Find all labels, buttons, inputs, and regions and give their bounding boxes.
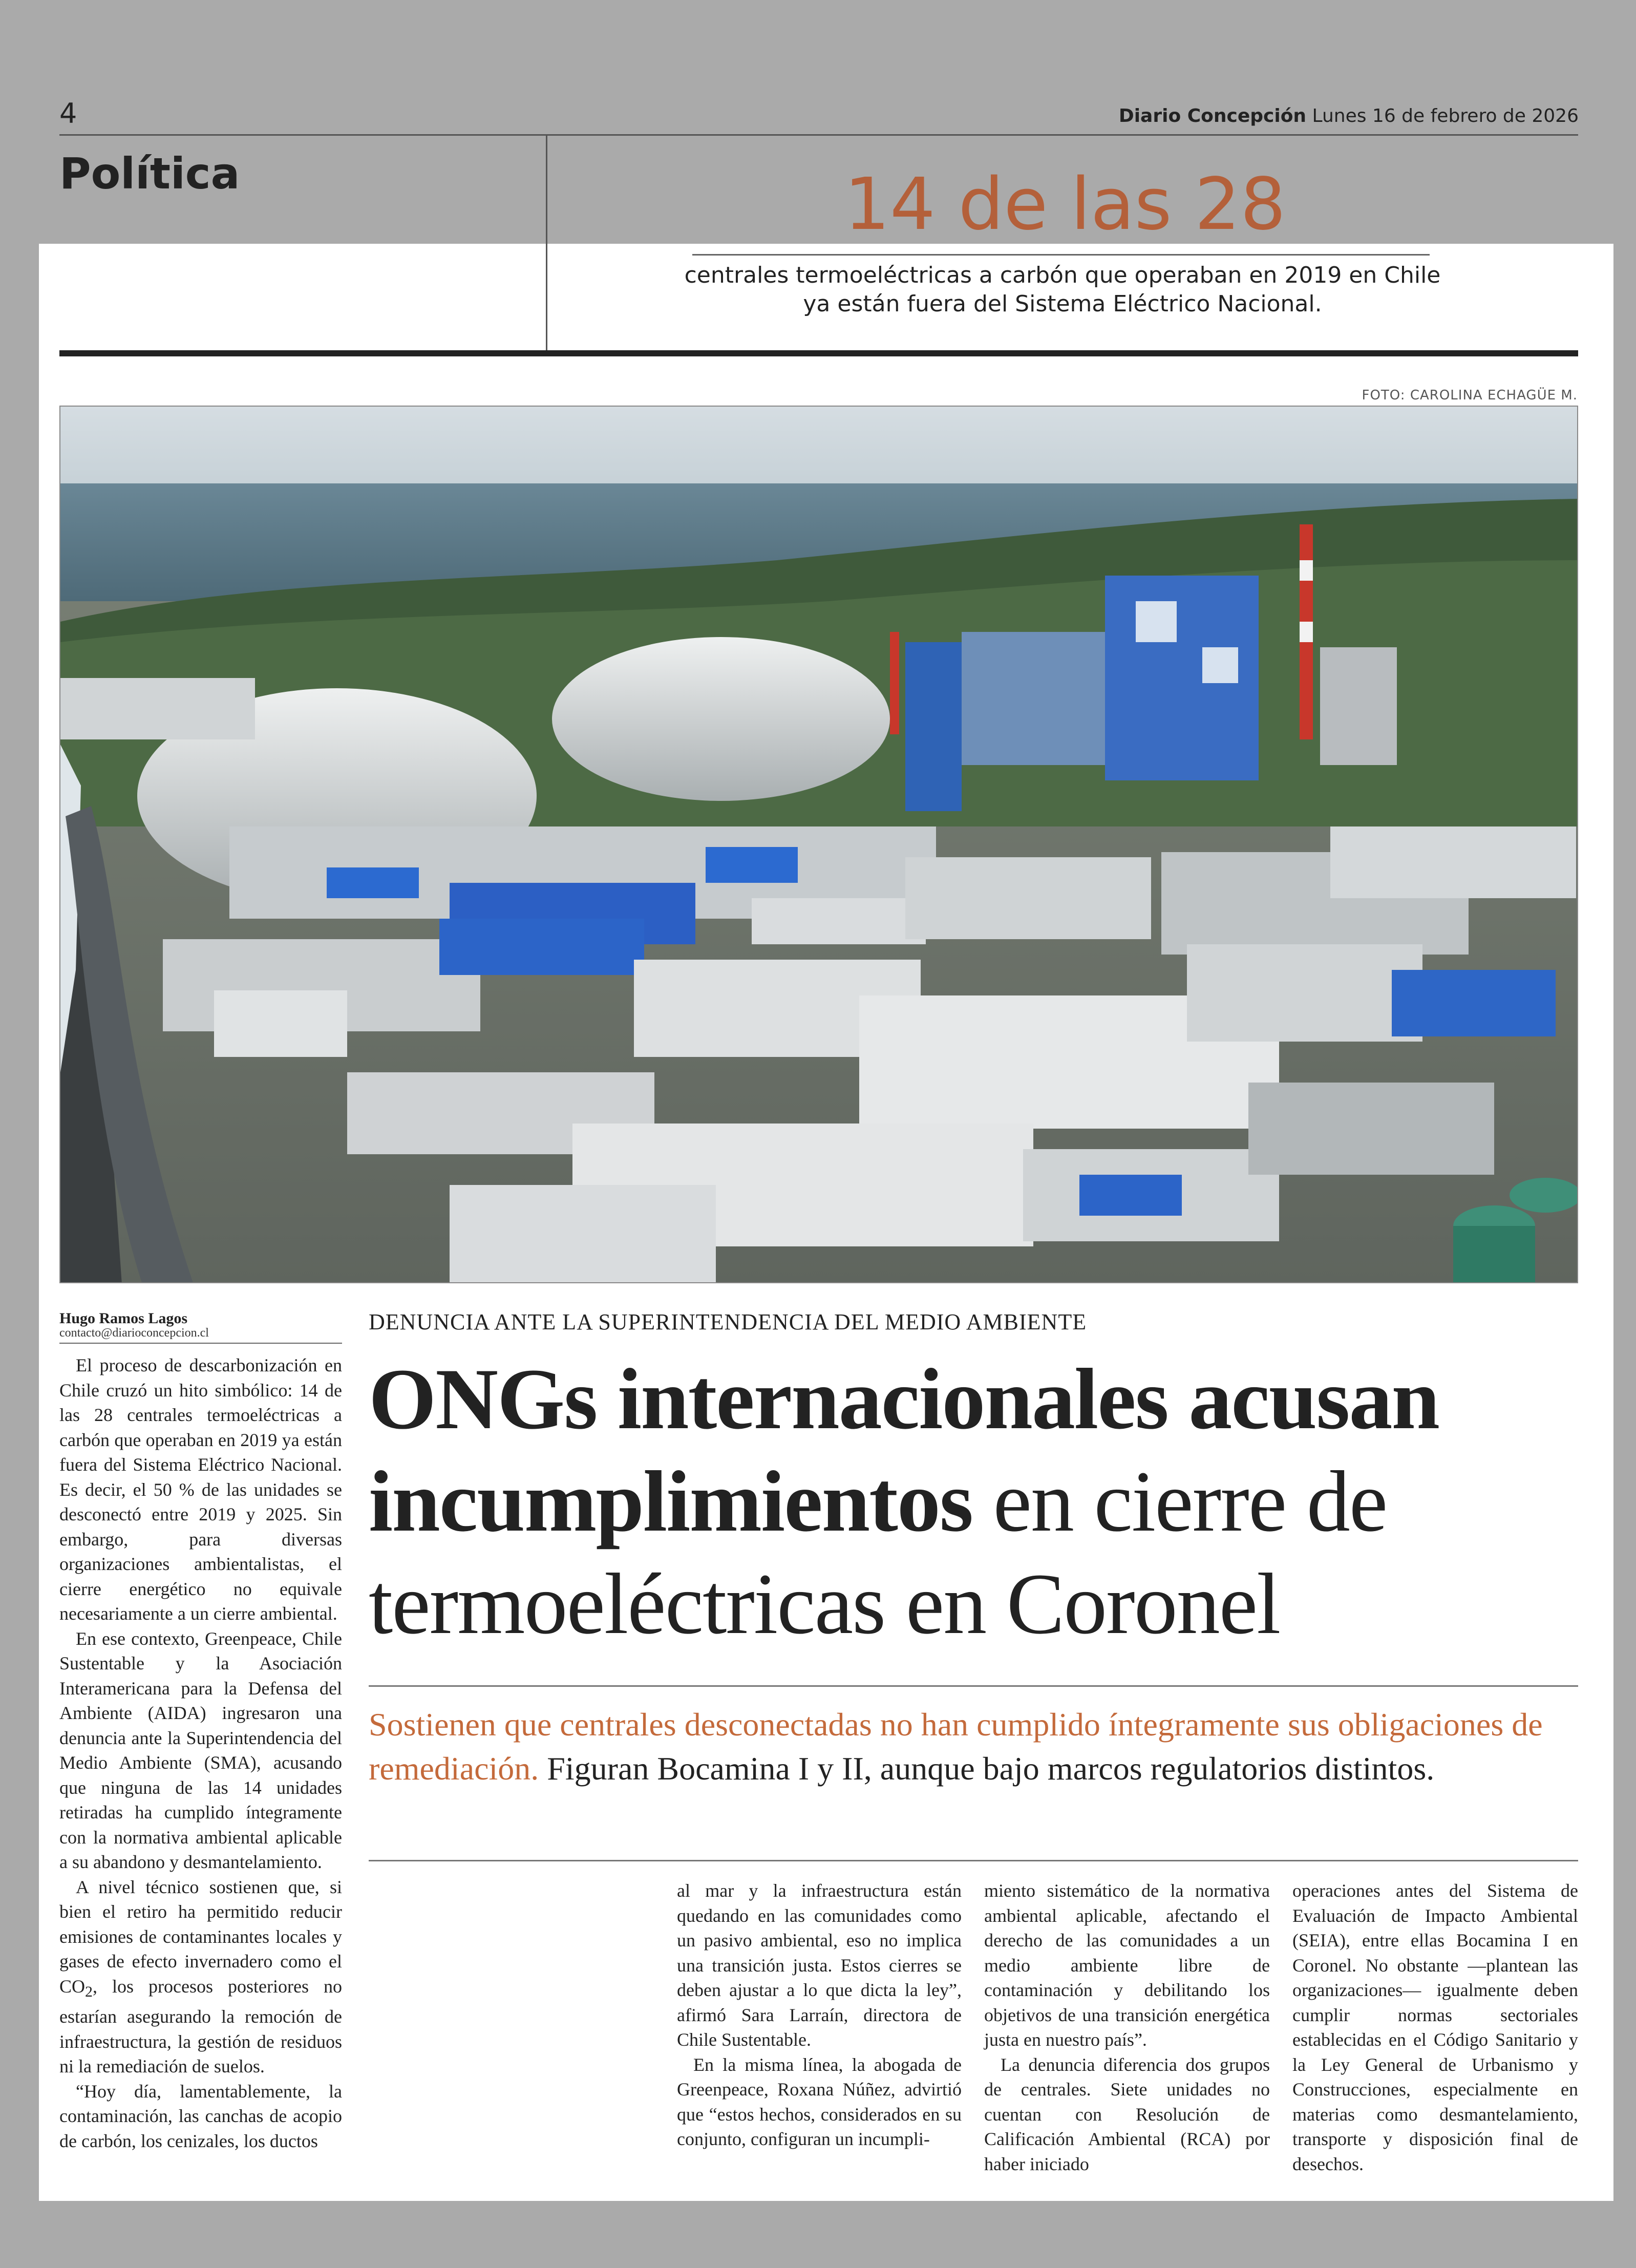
masthead [1119,105,1579,126]
headline-rule [369,1685,1578,1687]
paragraph: “Hoy día, lamentablemente, la contaminación, las canchas de acopio de carbón, los cenizales, los ductos [59,2081,342,2151]
section-title: Política [59,149,240,199]
kicker: DENUNCIA ANTE LA SUPERINTENDENCIA DEL MEDIO AMBIENTE [369,1309,1087,1334]
article-column-3 [984,1878,1270,2176]
photo-credit: FOTO: CAROLINA ECHAGÜE M. [1362,388,1578,403]
stat-caption-line2: ya están fuera del Sistema Eléctrico Nacional. [803,291,1322,317]
headline-line1: ONGs internacionales acusan [369,1351,1439,1447]
paragraph: al mar y la infraestructura están quedando en las comunidades como un pasivo ambiental, eso no implica una transición justa. Estos cierres se deben ajustar a lo que dicta la ley”, afirmó Sara Larraín, directora de Chile Sustentable. [677,1880,962,2050]
header-divider [546,135,547,351]
issue-date: Lunes 16 de febrero de 2026 [1312,105,1579,126]
headline [369,1348,1598,1655]
deck-highlight: Sostienen que centrales desconectadas no han cumplido íntegramente sus obligaciones de remediación. [369,1706,1543,1787]
stat-rule [692,254,1430,256]
article-column-2 [677,1878,962,2152]
paragraph: operaciones antes del Sistema de Evaluación de Impacto Ambiental (SEIA), entre ellas Bocamina I en Coronel. No obstante —plantean las organizaciones— igualmente deben cumplir normas sectoriales establecidas en el Código Sanitario y la Ley General de Urbanismo y Construcciones, especialmente en materias como desmantelamiento, transporte y disposición final de desechos. [1292,1880,1578,2174]
industrial-plant-image [60,407,1578,1283]
paragraph: A nivel técnico sostienen que, si bien el retiro ha permitido reducir emisiones de contaminantes locales y gases de efecto invernadero como el $CO_2$, los procesos posteriores no estarían asegurando la remoción de infraestructura, la gestión de residuos ni la remediación de suelos. [59,1876,342,2077]
stat-caption-line1: centrales termoeléctricas a carbón que operaban en 2019 en Chile [684,262,1441,288]
headline-line3: termoeléctricas en Coronel [369,1556,1280,1652]
byline-email: contacto@diarioconcepcion.cl [59,1326,209,1340]
paragraph: El proceso de descarbonización en Chile cruzó un hito simbólico: 14 de las 28 centrales termoeléctricas a carbón que operaban en 2019 ya están fuera del Sistema Eléctrico Nacional. Es decir, el 50 % de las unidades se desconectó entre 2019 y 2025. Sin embargo, para diversas organizaciones ambientalistas, el cierre energético no equivale necesariamente a un cierre ambiental. [59,1355,342,1624]
heavy-rule [59,350,1578,356]
byline-rule [59,1343,342,1344]
publication-name: Diario Concepción [1118,105,1307,126]
article-column-1 [59,1353,342,2153]
main-photo [59,406,1578,1283]
article-column-4 [1292,1878,1578,2176]
stat-figure: 14 de las 28 [844,163,1286,246]
headline-line2: incumplimientos en cierre de [369,1453,1387,1550]
paragraph: La denuncia diferencia dos grupos de centrales. Siete unidades no cuentan con Resolución de Calificación Ambiental (RCA) por haber iniciado [984,2054,1270,2174]
deck-rule [369,1860,1578,1861]
paragraph: miento sistemático de la normativa ambiental aplicable, afectando el derecho de las comunidades a un medio ambiente libre de contaminación y debilitando los objetivos de una transición energética justa en nuestro país”. [984,1880,1270,2050]
stat-caption [655,261,1470,319]
paragraph: En ese contexto, Greenpeace, Chile Sustentable y la Asociación Interamericana para la Defensa del Ambiente (AIDA) ingresaron una denuncia ante la Superintendencia del Medio Ambiente (SMA), acusando que ninguna de las 14 unidades retiradas ha cumplido íntegramente con la normativa ambiental aplicable a su abandono y desmantelamiento. [59,1628,342,1872]
deck-rest: Figuran Bocamina I y II, aunque bajo marcos regulatorios distintos. [539,1750,1435,1787]
byline-name: Hugo Ramos Lagos [59,1310,188,1327]
header-rule [59,134,1578,136]
page-number: 4 [59,97,77,130]
deck [369,1703,1578,1791]
paragraph: En la misma línea, la abogada de Greenpeace, Roxana Núñez, advirtió que “estos hechos, considerados en su conjunto, configuran un incumpli- [677,2054,962,2149]
